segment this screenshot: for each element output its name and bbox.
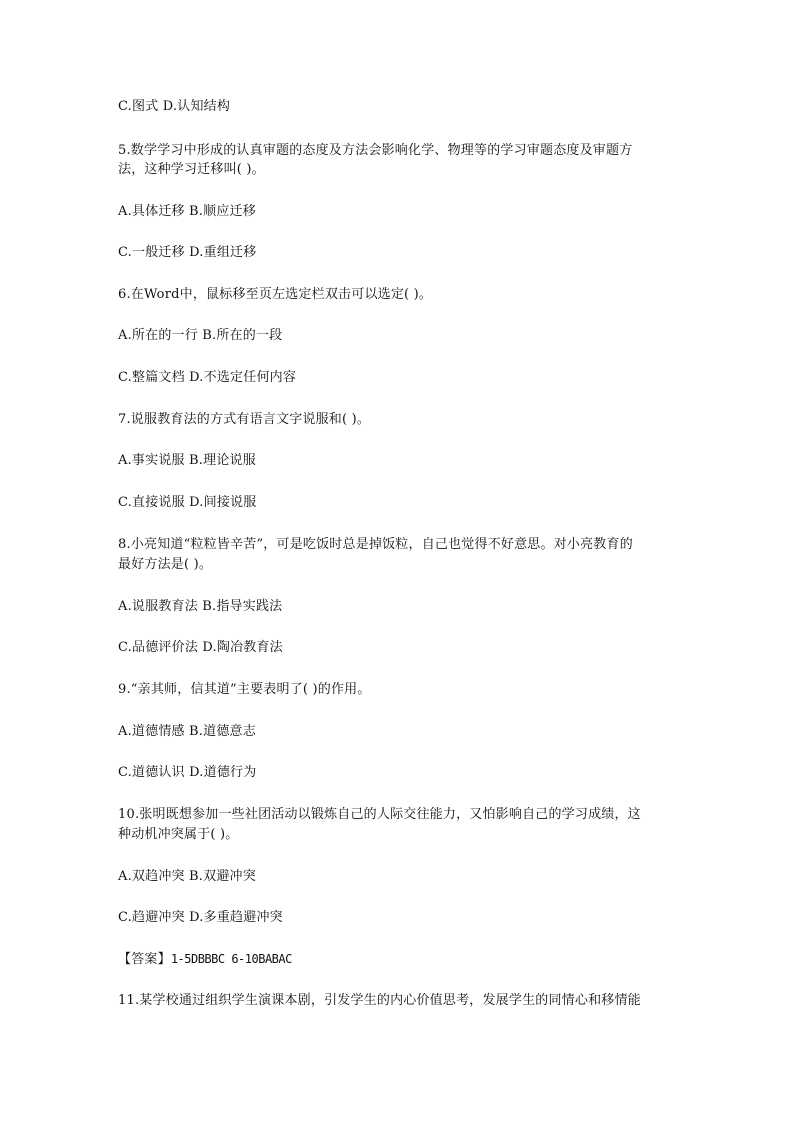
- option-line: C.品德评价法 D.陶冶教育法: [118, 640, 283, 655]
- question-8-text-cont: 最好方法是( )。: [118, 557, 213, 572]
- question-5-text: 5.数学学习中形成的认真审题的态度及方法会影响化学、物理等的学习审题态度及审题方: [118, 143, 633, 158]
- option-line: A.说服教育法 B.指导实践法: [118, 599, 283, 614]
- answer-key-line: [118, 949, 688, 970]
- option-line: A.双趋冲突 B.双避冲突: [118, 869, 256, 884]
- option-line: C.直接说服 D.间接说服: [118, 495, 257, 510]
- option-line: C.道德认识 D.道德行为: [118, 765, 257, 780]
- question-9-text: 9.“亲其师，信其道”主要表明了( )的作用。: [118, 682, 371, 697]
- option-line: C.整篇文档 D.不选定任何内容: [118, 370, 297, 385]
- answer-label: 【答案】: [118, 952, 171, 967]
- answer-value: 1-5DBBBC 6-10BABAC: [170, 952, 292, 966]
- question-10-text-cont: 种动机冲突属于( )。: [118, 827, 239, 842]
- option-line: C.图式 D.认知结构: [118, 99, 231, 114]
- option-line: C.趋避冲突 D.多重趋避冲突: [118, 910, 283, 925]
- question-5-text-cont: 法，这种学习迁移叫( )。: [118, 162, 265, 177]
- question-10-text: 10.张明既想参加一些社团活动以锻炼自己的人际交往能力，又怕影响自己的学习成绩，这: [118, 807, 641, 822]
- option-line: A.事实说服 B.理论说服: [118, 453, 256, 468]
- option-line: A.道德情感 B.道德意志: [118, 724, 256, 739]
- question-7-text: 7.说服教育法的方式有语言文字说服和( )。: [118, 412, 371, 427]
- question-8-text: 8.小亮知道“粒粒皆辛苦”，可是吃饭时总是掉饭粒，自己也觉得不好意思。对小亮教育的: [118, 537, 633, 552]
- option-line: A.所在的一行 B.所在的一段: [118, 328, 283, 343]
- question-6-text: 6.在Word中，鼠标移至页左选定栏双击可以选定( )。: [118, 287, 433, 302]
- question-11-text: 11.某学校通过组织学生演课本剧，引发学生的内心价值思考，发展学生的同情心和移情能: [118, 993, 641, 1008]
- option-line: A.具体迁移 B.顺应迁移: [118, 204, 256, 219]
- option-line: C.一般迁移 D.重组迁移: [118, 245, 257, 260]
